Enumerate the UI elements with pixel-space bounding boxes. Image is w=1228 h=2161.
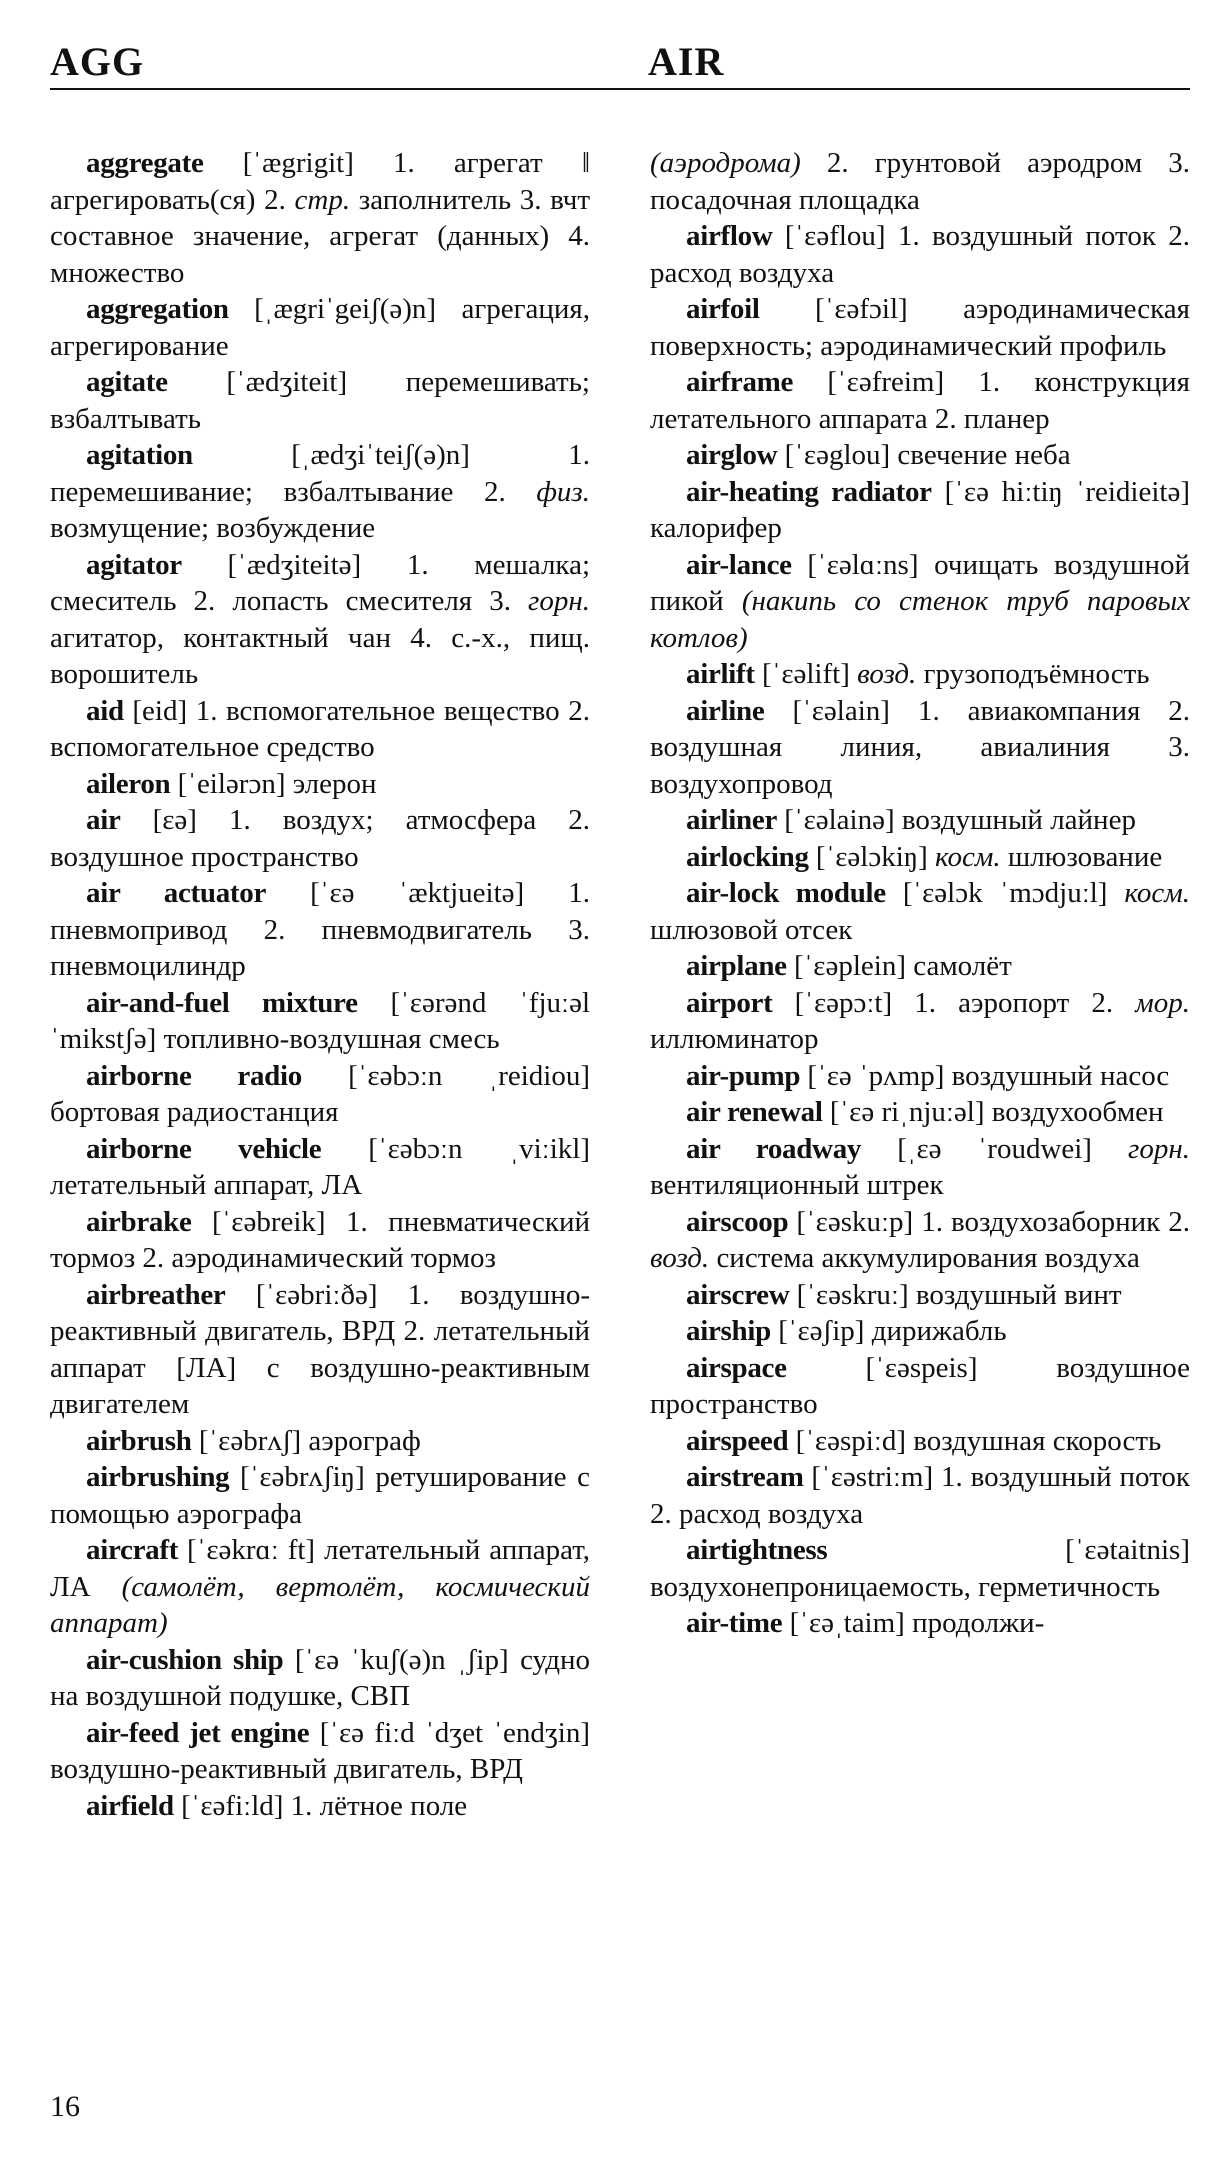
- dictionary-entry: [650, 291, 1190, 364]
- dictionary-entry: [50, 364, 590, 437]
- dictionary-entry: [50, 1058, 590, 1131]
- headword: agitate: [86, 366, 168, 398]
- pronunciation: [ˈɛə fiːd ˈdʒet ˈendʒin]: [319, 1716, 590, 1749]
- usage-label: (накипь со стенок труб паровых котлов): [650, 585, 1190, 654]
- dictionary-entry: [50, 1642, 590, 1715]
- dictionary-entry: [650, 474, 1190, 547]
- translation: 1. конструкция летательного аппарата 2. планер: [650, 366, 1190, 435]
- pronunciation: [ˈɛəˌtaim]: [789, 1607, 905, 1639]
- headword: airspeed: [686, 1424, 789, 1457]
- headword: air renewal: [686, 1096, 823, 1128]
- pronunciation: [ˌædʒiˈteiʃ(ə)n]: [291, 439, 470, 471]
- dictionary-entry: [650, 1277, 1190, 1314]
- translation-continued: заполнитель 3. вчт составное значение, агрегат (данных) 4. множество: [50, 183, 591, 289]
- headword: air-pump: [686, 1059, 801, 1092]
- pronunciation: [ˈɛəlɑːns]: [807, 548, 919, 581]
- dictionary-entry: [650, 693, 1190, 803]
- pronunciation: [ˈɛəlain]: [792, 694, 890, 727]
- pronunciation: [ˈɛəspeis]: [865, 1351, 978, 1384]
- dictionary-entry: [650, 1423, 1190, 1460]
- translation: топливно-воздушная смесь: [163, 1023, 500, 1055]
- dictionary-entry: [50, 802, 590, 875]
- usage-label: горн.: [528, 585, 590, 617]
- pronunciation: [ˈɛəbriːðə]: [255, 1278, 378, 1311]
- pronunciation: [ˈɛəlift]: [762, 658, 850, 690]
- dictionary-entry: [50, 693, 590, 766]
- headword: air-time: [686, 1607, 783, 1639]
- translation: агрегация, агрегирование: [50, 293, 590, 362]
- pronunciation: [ˈɛəglou]: [784, 439, 891, 471]
- translation: аэрограф: [308, 1424, 421, 1457]
- dictionary-entry: [650, 948, 1190, 985]
- headword: air-and-fuel mixture: [86, 986, 358, 1019]
- pronunciation: [ˈɛə riˌnjuːəl]: [829, 1096, 985, 1128]
- dictionary-entry: [650, 547, 1190, 657]
- dictionary-entry: [50, 437, 590, 547]
- translation: воздушный винт: [915, 1278, 1122, 1311]
- pronunciation: [ˈɛəskruː]: [796, 1278, 909, 1311]
- translation: воздушное пространство: [650, 1351, 1191, 1420]
- usage-label: стр.: [294, 183, 351, 216]
- headword: airborne radio: [86, 1059, 302, 1092]
- translation: воздушный насос: [951, 1059, 1170, 1092]
- headword: airscrew: [686, 1278, 790, 1311]
- translation-continued: система аккумулирования воздуха: [716, 1242, 1140, 1274]
- usage-label: возд.: [857, 658, 917, 690]
- translation: аэродинамическая поверхность; аэродинамический профиль: [650, 293, 1190, 362]
- pronunciation: [ˈɛə ˈpʌmp]: [807, 1059, 945, 1092]
- pronunciation: [ˈɛəbɔːn ˌviːikl]: [368, 1132, 590, 1165]
- headword: airship: [686, 1315, 771, 1347]
- dictionary-entry: [650, 145, 1190, 218]
- pronunciation: [ˈædʒiteitə]: [227, 548, 362, 581]
- dictionary-entry: [650, 364, 1190, 437]
- headword: aircraft: [86, 1534, 179, 1566]
- dictionary-entry: [50, 1204, 590, 1277]
- pronunciation: [ˈɛəplein]: [793, 950, 906, 982]
- pronunciation: [eid]: [132, 694, 188, 727]
- translation: перемешивать; взбалтывать: [50, 366, 590, 435]
- translation: судно на воздушной подушке, СВП: [50, 1643, 590, 1712]
- pronunciation: [ˈɛəfiːld]: [181, 1789, 284, 1822]
- translation: воздушный лайнер: [901, 804, 1136, 836]
- header-rule: [50, 88, 1190, 90]
- pronunciation: [ˈædʒiteit]: [226, 366, 348, 398]
- headword: air-heating radiator: [686, 475, 932, 508]
- dictionary-entry: [650, 875, 1190, 948]
- headword: air-lance: [686, 548, 792, 581]
- translation: воздушная скорость: [913, 1424, 1162, 1457]
- dictionary-entry: [650, 839, 1190, 876]
- pronunciation: [ˈɛəspiːd]: [795, 1424, 906, 1457]
- dictionary-entry: [50, 766, 590, 803]
- headword: airfoil: [686, 293, 760, 325]
- translation: 1. воздушный поток 2. расход воздуха: [650, 1461, 1190, 1530]
- translation: 2. грунтовой аэродром 3. посадочная площадка: [650, 147, 1191, 216]
- headword: airliner: [686, 804, 778, 836]
- pronunciation: [ˈɛəbɔːn ˌreidiou]: [348, 1059, 590, 1092]
- dictionary-entry: [650, 1204, 1190, 1277]
- translation: шлюзовой отсек: [650, 913, 853, 946]
- headword: air: [86, 804, 121, 836]
- right-guide-word: AIR: [648, 39, 725, 84]
- translation: дирижабль: [871, 1315, 1007, 1347]
- headword: air roadway: [686, 1132, 862, 1165]
- translation: калорифер: [650, 512, 782, 544]
- translation: шлюзование: [1007, 840, 1163, 873]
- dictionary-entry: [650, 802, 1190, 839]
- headword: airlocking: [686, 840, 809, 873]
- dictionary-entry: [650, 437, 1190, 474]
- pronunciation: [ˈɛəkrɑː ft]: [187, 1534, 316, 1566]
- pronunciation: [ˈɛəlɔk ˈmɔdjuːl]: [902, 877, 1108, 909]
- translation: 1. вспомогательное вещество 2. вспомогательное средство: [50, 694, 591, 763]
- headword: air-feed jet engine: [86, 1716, 310, 1749]
- headword: airbreather: [86, 1278, 226, 1311]
- pronunciation: [ˈɛə ˈæktjueitə]: [310, 877, 525, 909]
- translation-continued: агитатор, контактный чан 4. с.-х., пищ. ворошитель: [50, 621, 590, 690]
- usage-label: косм.: [1124, 877, 1191, 909]
- translation: воздушно-реактивный двигатель, ВРД: [50, 1753, 523, 1785]
- dictionary-entry: [650, 1605, 1190, 1642]
- dictionary-entry: [650, 1094, 1190, 1131]
- usage-label: физ.: [536, 475, 590, 508]
- headword: airspace: [686, 1351, 787, 1384]
- translation: 1. воздух; атмосфера 2. воздушное пространство: [50, 804, 590, 873]
- dictionary-entry: [50, 145, 590, 291]
- translation: очищать воздушной пикой: [650, 548, 1191, 617]
- headword: airscoop: [686, 1205, 789, 1238]
- translation: 1. авиакомпания 2. воздушная линия, авиалиния 3. воздухопровод: [650, 694, 1191, 800]
- dictionary-entry: [50, 875, 590, 985]
- usage-label: (аэродрома): [650, 147, 801, 179]
- headword: airframe: [686, 366, 794, 398]
- dictionary-entry: [50, 291, 590, 364]
- pronunciation: [ˈɛəflou]: [784, 220, 886, 252]
- headword: airbrake: [86, 1205, 192, 1238]
- translation: 1. аэропорт 2.: [914, 986, 1114, 1019]
- headword: aggregate: [86, 147, 204, 179]
- translation: 1. пневмопривод 2. пневмодвигатель 3. пневмоцилиндр: [50, 877, 590, 982]
- dictionary-entry: [650, 218, 1190, 291]
- headword: airplane: [686, 950, 787, 982]
- headword: air-lock module: [686, 877, 886, 909]
- pronunciation: [ˌɛə ˈroudwei]: [897, 1132, 1092, 1165]
- dictionary-entry: [650, 985, 1190, 1058]
- pronunciation: [ˈɛəfreim]: [827, 366, 945, 398]
- dictionary-entry: [650, 1532, 1190, 1605]
- pronunciation: [ˈɛərənd ˈfjuːəl ˈmikstʃə]: [50, 986, 590, 1055]
- translation: летательный аппарат, ЛА: [50, 1169, 363, 1201]
- headword: airlift: [686, 658, 755, 690]
- headword: aileron: [86, 767, 171, 800]
- left-guide-word: AGG: [50, 39, 145, 84]
- usage-label: (самолёт, вертолёт, космический аппарат): [50, 1570, 590, 1639]
- headword: airtightness: [686, 1534, 828, 1566]
- pronunciation: [ˈɛətaitnis]: [1065, 1534, 1190, 1566]
- headword: air actuator: [86, 877, 267, 909]
- usage-label: косм.: [935, 840, 1001, 873]
- translation-continued: иллюминатор: [650, 1023, 819, 1055]
- pronunciation: [ˈægrigit]: [242, 147, 354, 179]
- headword: airbrushing: [86, 1461, 230, 1493]
- translation: 1. мешалка; смеситель 2. лопасть смесителя 3.: [50, 548, 591, 617]
- usage-label: возд.: [650, 1242, 710, 1274]
- headword: agitator: [86, 548, 182, 581]
- dictionary-entry: [50, 1459, 590, 1532]
- pronunciation: [ˈɛəbreik]: [211, 1205, 326, 1238]
- pronunciation: [ˈɛəbrʌʃ]: [198, 1424, 302, 1457]
- dictionary-entry: [50, 1423, 590, 1460]
- headword: aid: [86, 694, 124, 727]
- translation: 1. перемешивание; взбалтывание 2.: [50, 439, 590, 508]
- dictionary-entry: [50, 1788, 590, 1825]
- dictionary-entry: [650, 1313, 1190, 1350]
- translation: 1. лётное поле: [290, 1789, 468, 1822]
- pronunciation: [ˈɛəskuːp]: [796, 1205, 914, 1238]
- translation: 1. пневматический тормоз 2. аэродинамический тормоз: [50, 1205, 590, 1274]
- right-column: [650, 145, 1190, 1642]
- dictionary-entry: [50, 985, 590, 1058]
- translation: бортовая радиостанция: [50, 1096, 339, 1128]
- dictionary-entry: [50, 547, 590, 693]
- headword: air-cushion ship: [86, 1643, 284, 1676]
- translation: самолёт: [913, 950, 1012, 982]
- page-number: 16: [50, 2090, 80, 2123]
- translation: продолжи-: [912, 1607, 1045, 1639]
- translation: элерон: [292, 767, 377, 800]
- headword: airbrush: [86, 1424, 192, 1457]
- dictionary-entry: [650, 1058, 1190, 1095]
- translation: свечение неба: [897, 439, 1071, 471]
- headword: airflow: [686, 220, 773, 252]
- usage-label: горн.: [1128, 1132, 1190, 1165]
- dictionary-entry: [50, 1715, 590, 1788]
- pronunciation: [ˈɛəpɔːt]: [794, 986, 893, 1019]
- headword: airport: [686, 986, 773, 1019]
- headword: airstream: [686, 1461, 804, 1493]
- headword: airglow: [686, 439, 778, 471]
- headword: agitation: [86, 439, 193, 471]
- headword: aggregation: [86, 293, 229, 325]
- dictionary-entry: [50, 1532, 590, 1642]
- translation: вентиляционный штрек: [650, 1169, 944, 1201]
- dictionary-entry: [50, 1277, 590, 1423]
- pronunciation: [ˈɛəbrʌʃiŋ]: [240, 1461, 365, 1493]
- left-column: [50, 145, 590, 1824]
- pronunciation: [ˈɛə ˈkuʃ(ə)n ˌʃip]: [294, 1643, 509, 1676]
- pronunciation: [ˈɛəlɔkiŋ]: [815, 840, 928, 873]
- translation: ретуширование с помощью аэрографа: [50, 1461, 591, 1530]
- translation-continued: возмущение; возбуждение: [50, 512, 376, 544]
- dictionary-entry: [650, 656, 1190, 693]
- dictionary-entry: [650, 1459, 1190, 1532]
- pronunciation: [ˈɛəʃip]: [778, 1315, 865, 1347]
- translation: воздухонепроницаемость, герметичность: [650, 1570, 1161, 1603]
- translation: 1. воздушный поток 2. расход воздуха: [650, 220, 1191, 289]
- headword: airfield: [86, 1789, 174, 1822]
- dictionary-entry: [50, 1131, 590, 1204]
- translation: летательный аппарат, ЛА: [50, 1534, 590, 1603]
- dictionary-entry: [650, 1131, 1190, 1204]
- dictionary-entry: [650, 1350, 1190, 1423]
- pronunciation: [ˌægriˈgeiʃ(ə)n]: [254, 293, 437, 325]
- pronunciation: [ɛə]: [152, 804, 197, 836]
- translation: 1. воздухозаборник 2.: [921, 1205, 1190, 1238]
- pronunciation: [ˈɛəlainə]: [784, 804, 895, 836]
- pronunciation: [ˈɛə hiːtiŋ ˈreidieitə]: [944, 475, 1190, 508]
- usage-label: мор.: [1135, 986, 1191, 1019]
- pronunciation: [ˈɛəfɔil]: [815, 293, 908, 325]
- headword: airborne vehicle: [86, 1132, 322, 1165]
- pronunciation: [ˈɛəstriːm]: [811, 1461, 934, 1493]
- pronunciation: [ˈeilərɔn]: [177, 767, 286, 800]
- translation: воздухообмен: [991, 1096, 1164, 1128]
- translation: 1. воздушно-реактивный двигатель, ВРД 2. летательный аппарат [ЛА] с воздушно-реактивным двигателем: [50, 1278, 591, 1420]
- translation: грузоподъёмность: [923, 658, 1150, 690]
- translation: 1. агрегат ‖ агрегировать(ся) 2.: [50, 147, 590, 216]
- headword: airline: [686, 694, 765, 727]
